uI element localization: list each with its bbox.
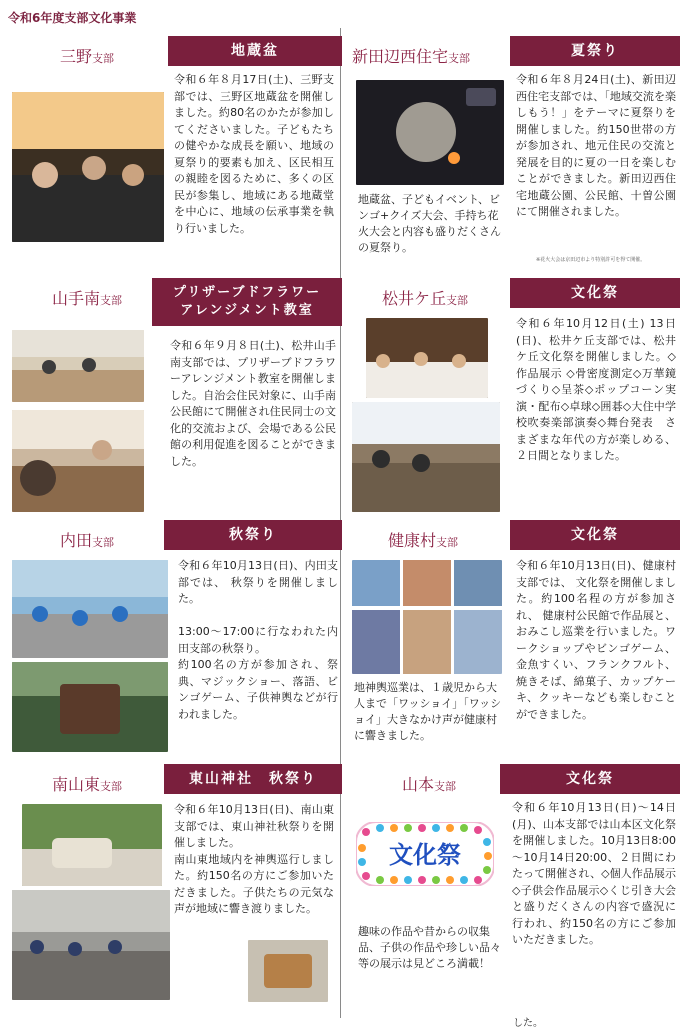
photo-caption: 地神輿巡業は、１歳児から大人まで「ワッショイ」「ワッショイ」大きなかけ声が健康村に響きました。 <box>354 681 502 742</box>
stray-text: した。 <box>513 1018 543 1029</box>
photo-tent-booth <box>352 402 500 512</box>
photo-mikoshi-procession <box>22 804 162 886</box>
photo-collage-mikoshi <box>352 560 502 674</box>
event-description: 令和６年９月８日(土)、松井山手南支部では、プリザーブドフラワーアレンジメント教室を開催しました。自治会住民対象に、山手南公民館にて開催され住民同士の文化的交流および、会場である公民館の利用促進を図ることができました。 <box>170 339 336 468</box>
branch-label: 健康村 <box>388 531 437 550</box>
branch-suffix: 支部 <box>92 536 115 549</box>
branch-suffix: 支部 <box>100 294 123 307</box>
event-description: 令和６年８月24日(土)、新田辺西住宅支部では、「地域交流を楽しもう！」をテーマに夏祭りを開催しました。約150世帯の方が参加され、地元住民の交流と発展を目的に夏の一日を楽しむことができました。新田辺西住宅地蔵公園、公民館、十曽公園にて開催されました。 <box>516 73 676 218</box>
event-title: 文化祭 <box>510 278 680 308</box>
branch-label: 松井ケ丘 <box>382 289 447 308</box>
event-description: 令和６年10月13日(日)、南山東支部では、東山神社秋祭りを開催しました。 南山東地域内を神輿巡行しました。約150名の方にご参加いただきました。子供たちの元気な声が地域に響き渡りました。 <box>174 803 334 915</box>
photo-mikoshi-closeup <box>248 940 328 1002</box>
branch-name <box>352 44 470 67</box>
branch-name <box>52 286 122 309</box>
event-title: 夏祭り <box>510 36 680 66</box>
branch-suffix: 支部 <box>100 780 123 793</box>
branch-name <box>402 772 456 795</box>
event-note: ※花火大会は京田辺市より特別許可を得て開催。 <box>536 257 646 263</box>
event-title: 地蔵盆 <box>168 36 342 66</box>
event-title: プリザーブドフラワー アレンジメント教室 <box>152 278 342 326</box>
branch-name <box>52 772 122 795</box>
card-shindenbe <box>346 36 678 282</box>
event-description: 令和６年８月17日(土)、三野支部では、三野区地蔵盆を開催しました。約80名のかたが参加してくださいました。子どもたちの健やかな成長を願い、地域の夏祭り的要素も加え、区民相互の親睦を図るために、多くの区民が参集し、地域にある地蔵堂を中心に、地域の伝承事業を執り行いました。 <box>174 73 334 235</box>
photo-classroom-workshop <box>12 330 144 402</box>
branch-suffix: 支部 <box>446 294 469 307</box>
card-yamatenan <box>8 278 340 524</box>
card-matsuigaoka <box>346 278 678 524</box>
branch-name <box>60 528 114 551</box>
branch-suffix: 支部 <box>448 52 471 65</box>
branch-name <box>60 44 114 67</box>
event-description: 令和６年10月13日(日)、内田支部では、 秋祭りを開催しました。 13:00～17:00に行なわれた内田支部の秋祭り。 約100名の方が参加され、祭典、マジックショー、落語、ビンゴゲーム、子供神輿などが行われました。 <box>178 559 338 721</box>
branch-label: 山本 <box>402 775 435 794</box>
branch-label: 南山東 <box>52 775 101 794</box>
photo-kids-dance <box>12 560 168 658</box>
photo-fireworks-night <box>356 80 504 185</box>
event-title: 文化祭 <box>510 520 680 550</box>
photo-brass-band <box>366 318 488 398</box>
branch-name <box>382 286 468 309</box>
branch-suffix: 支部 <box>436 536 459 549</box>
event-title: 秋祭り <box>164 520 342 550</box>
event-description: 令和６年10月13日(日)～14日(月)、山本支部では山本区文化祭を開催しました。10月13日8:00～10月14日20:00、２日間にわたって開催され、◇個人作品展示◇子供会作品展示◇くじ引き大会と盛りだくさんの内容で盛況に行われ、約150名の方にご参加いただきました。 <box>512 801 676 946</box>
branch-suffix: 支部 <box>92 52 115 65</box>
card-uchida <box>8 520 340 766</box>
card-mino <box>8 36 340 282</box>
badge-text: 文化祭 <box>389 841 461 869</box>
branch-label: 山手南 <box>52 289 101 308</box>
photo-caption: 地蔵盆、子どもイベント、ビンゴ+クイズ大会、手持ち花火大会と内容も盛りだくさんの夏祭り。 <box>358 193 501 254</box>
event-description: 令和６年10月13日(日)、健康村支部では、 文化祭を開催しました。約100名程の方が参加され、 健康村公民館で作品展と、おみこし巡業を行いました。ワークショップやビンゴゲーム、金魚すくい、フランクフルト、焼きそば、綿菓子、カップケーキ、クッキーなども楽しむことができました。 <box>516 559 676 721</box>
event-title: 文化祭 <box>500 764 680 794</box>
photo-caption: 趣味の作品や昔からの収集品、子供の作品や珍しい品々等の展示は見どころ満載！ <box>358 925 501 970</box>
event-title: 東山神社 秋祭り <box>164 764 342 794</box>
photo-flower-arrangement <box>12 410 144 512</box>
branch-suffix: 支部 <box>434 780 457 793</box>
card-yamamoto <box>346 764 678 1018</box>
branch-name <box>388 528 458 551</box>
card-minamiyamahigashi <box>8 764 340 1018</box>
branch-label: 新田辺西住宅 <box>352 47 449 66</box>
bunka-festival-badge <box>356 822 494 886</box>
card-kenkoumura <box>346 520 678 766</box>
photo-festival-tent-night <box>12 92 164 242</box>
branch-label: 内田 <box>60 531 93 550</box>
photo-shrine-gate <box>12 662 168 752</box>
branch-label: 三野 <box>60 47 93 66</box>
page-header: 令和6年度支部文化事業 <box>8 11 137 25</box>
event-description: 令和６年10月12日(土) 13日(日)、松井ケ丘支部では、松井ケ丘文化祭を開催しました。◇作品展示 ◇骨密度測定◇万華鏡づくり◇呈茶◇ポップコーン実演・配布◇卓球◇囲碁◇大住中学校吹奏楽部演奏◇舞台発表 さまざまな年代の方が楽しめる、２日間となりました。 <box>516 317 676 462</box>
photo-street-parade <box>12 890 170 1000</box>
